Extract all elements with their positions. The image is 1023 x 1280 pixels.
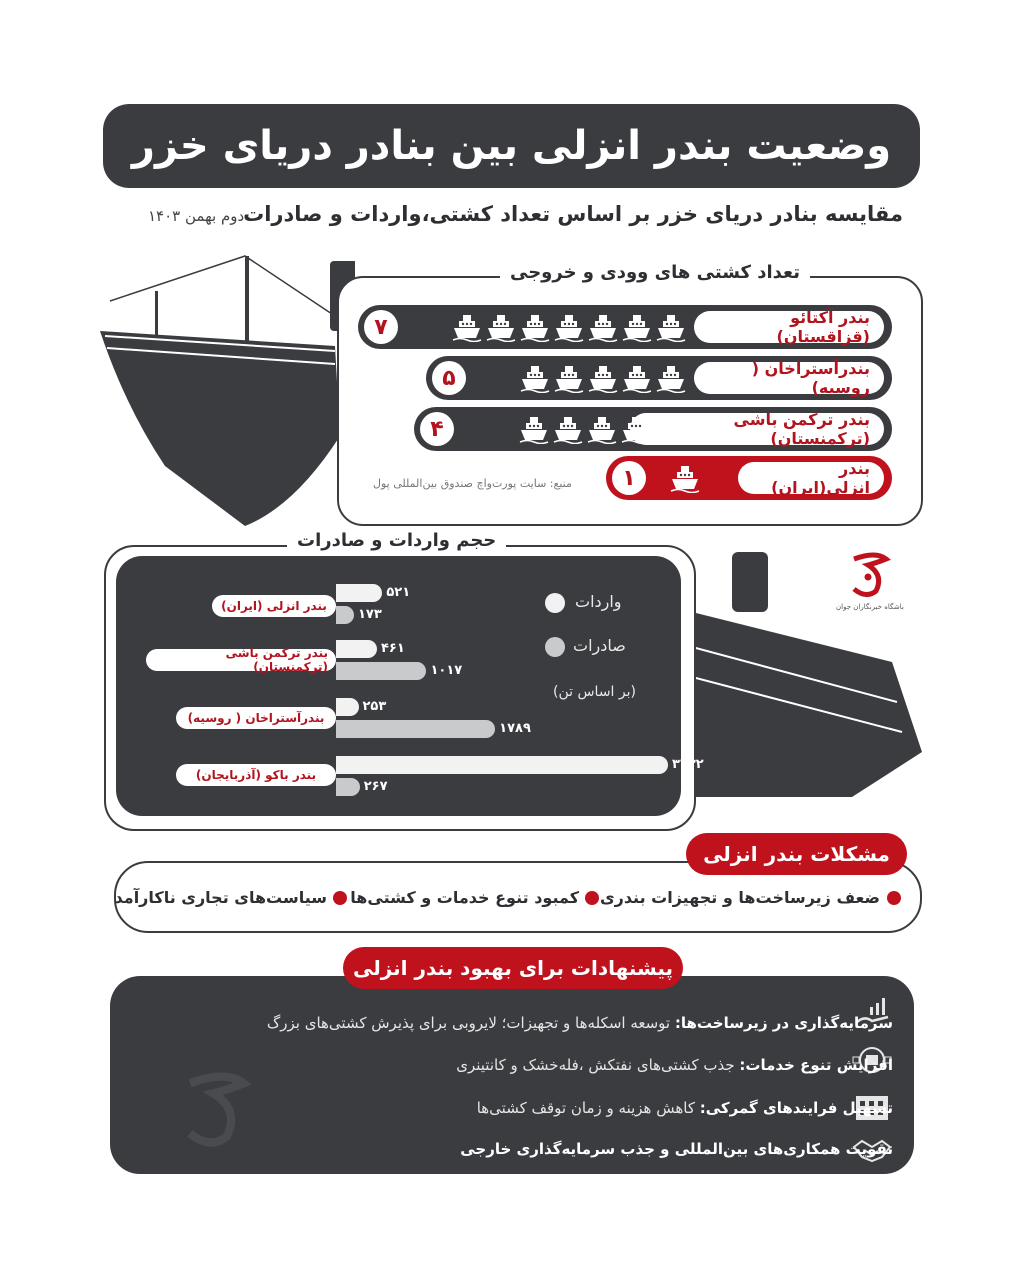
ship-icon: [588, 365, 618, 393]
suggestion-bold: تقویت همکاری‌های بین‌المللی و جذب سرمایه‌گذاری خارجی: [460, 1140, 893, 1158]
ship-row-anzali: [606, 456, 892, 500]
ship-icon: [656, 365, 686, 393]
ship-icon: [519, 416, 549, 444]
ship-icon: [554, 314, 584, 342]
port-label: بندر انزلی(ایران): [738, 462, 884, 494]
ship-icon: [588, 314, 618, 342]
port-label: بندرآستراخان ( روسیه): [694, 362, 884, 394]
ship-illustration-left: [95, 236, 355, 526]
export-bar: [336, 778, 360, 796]
legend-exports-label: صادرات: [573, 636, 626, 655]
ship-row-aktau: [358, 305, 892, 349]
problem-bullet: [333, 891, 347, 905]
ship-icon: [670, 465, 700, 493]
import-bar: [336, 584, 382, 602]
ship-icon: [520, 365, 550, 393]
trade-port-anzali: بندر انزلی (ایران): [212, 595, 336, 617]
ship-count-value: ۴: [420, 412, 454, 446]
problem-item: کمبود تنوع خدمات و کشتی‌ها: [350, 888, 579, 907]
ship-icon: [622, 365, 652, 393]
problem-item: ضعف زیرساخت‌ها و تجهیزات بندری: [599, 888, 880, 907]
trade-port-turkmenbashi: بندر ترکمن باشی (ترکمنستان): [146, 649, 336, 671]
watermark-logo-icon: [170, 1060, 260, 1150]
ship-count-value: ۱: [612, 461, 646, 495]
legend-exports-dot: [545, 637, 565, 657]
import-bar: [336, 698, 359, 716]
date-label: دوم بهمن ۱۴۰۳: [148, 207, 245, 225]
suggestions-title: پیشنهادات برای بهبود بندر انزلی: [343, 947, 683, 989]
page-title: وضعیت بندر انزلی بین بنادر دریای خزر: [103, 104, 920, 188]
bar-value-label: ۲۵۳: [362, 699, 387, 714]
logo-caption: باشگاه خبرنگاران جوان: [836, 603, 904, 611]
trade-port-astrakhan: بندرآستراخان ( روسیه): [176, 707, 336, 729]
tasnim-logo-icon: [846, 545, 892, 599]
port-label: بندر ترکمن باشی (ترکمنستان): [630, 413, 884, 445]
legend-imports-dot: [545, 593, 565, 613]
problem-bullet: [585, 891, 599, 905]
ship-icon: [656, 314, 686, 342]
bar-value-label: ۱۷۳: [358, 607, 382, 622]
ship-icon: [621, 416, 651, 444]
bar-value-label: ۴۶۱: [381, 641, 405, 656]
subtitle: مقایسه بنادر دریای خزر بر اساس تعداد کشتی،واردات و صادرات: [243, 202, 903, 226]
ship-row-astrakhan: [426, 356, 892, 400]
ship-icon: [452, 314, 482, 342]
source-note: منبع: سایت پورت‌واچ صندوق بین‌المللی پول: [373, 477, 572, 490]
bar-value-label: ۱۷۸۹: [499, 721, 531, 736]
unit-label: (بر اساس تن): [553, 684, 636, 700]
ship-icon: [520, 314, 550, 342]
import-bar: [336, 756, 668, 774]
ship-icon: [553, 416, 583, 444]
ship-count-heading: تعداد کشتی های وودی و خروجی: [500, 262, 810, 283]
export-bar: [336, 606, 354, 624]
import-bar: [336, 640, 377, 658]
suggestion-bold: سرمایه‌گذاری در زیرساخت‌ها:: [674, 1014, 893, 1032]
legend-imports-label: واردات: [575, 592, 622, 611]
export-bar: [336, 720, 495, 738]
ship-icon: [554, 365, 584, 393]
ship-count-value: ۷: [364, 310, 398, 344]
problem-bullet: [887, 891, 901, 905]
ship-icon: [587, 416, 617, 444]
ship-count-value: ۵: [432, 361, 466, 395]
trade-port-baku: بندر باکو (آذربایجان): [176, 764, 336, 786]
suggestion-bold: تسهیل فرایندهای گمرکی:: [699, 1099, 893, 1117]
bar-value-label: ۵۲۱: [386, 585, 411, 600]
export-bar: [336, 662, 426, 680]
suggestion-item: [477, 1099, 893, 1117]
ship-row-turkmenbashi: [414, 407, 892, 451]
ship-icon: [622, 314, 652, 342]
ship-icon: [486, 314, 516, 342]
suggestion-item: [267, 1014, 893, 1032]
problem-item: سیاست‌های تجاری ناکارآمد: [114, 888, 327, 907]
suggestion-text: کاهش هزینه و زمان توقف کشتی‌ها: [476, 1099, 700, 1117]
bar-value-label: ۳۷۳۲: [672, 757, 704, 772]
bar-value-label: ۲۶۷: [363, 779, 388, 794]
suggestion-text: توسعه اسکله‌ها و تجهیزات؛ لایروبی برای پذیرش کشتی‌های بزرگ: [266, 1014, 675, 1032]
suggestion-item: [456, 1056, 893, 1074]
problems-title: مشکلات بندر انزلی: [686, 833, 907, 875]
port-label: بندر آکتائو (قزاقستان): [694, 311, 884, 343]
suggestion-item: [460, 1140, 893, 1158]
suggestion-text: جذب کشتی‌های نفتکش ،فله‌خشک و کانتینری: [456, 1056, 740, 1074]
trade-heading: حجم واردات و صادرات: [287, 530, 506, 551]
bar-value-label: ۱۰۱۷: [430, 663, 463, 678]
suggestion-bold: افزایش تنوع خدمات:: [739, 1056, 893, 1074]
